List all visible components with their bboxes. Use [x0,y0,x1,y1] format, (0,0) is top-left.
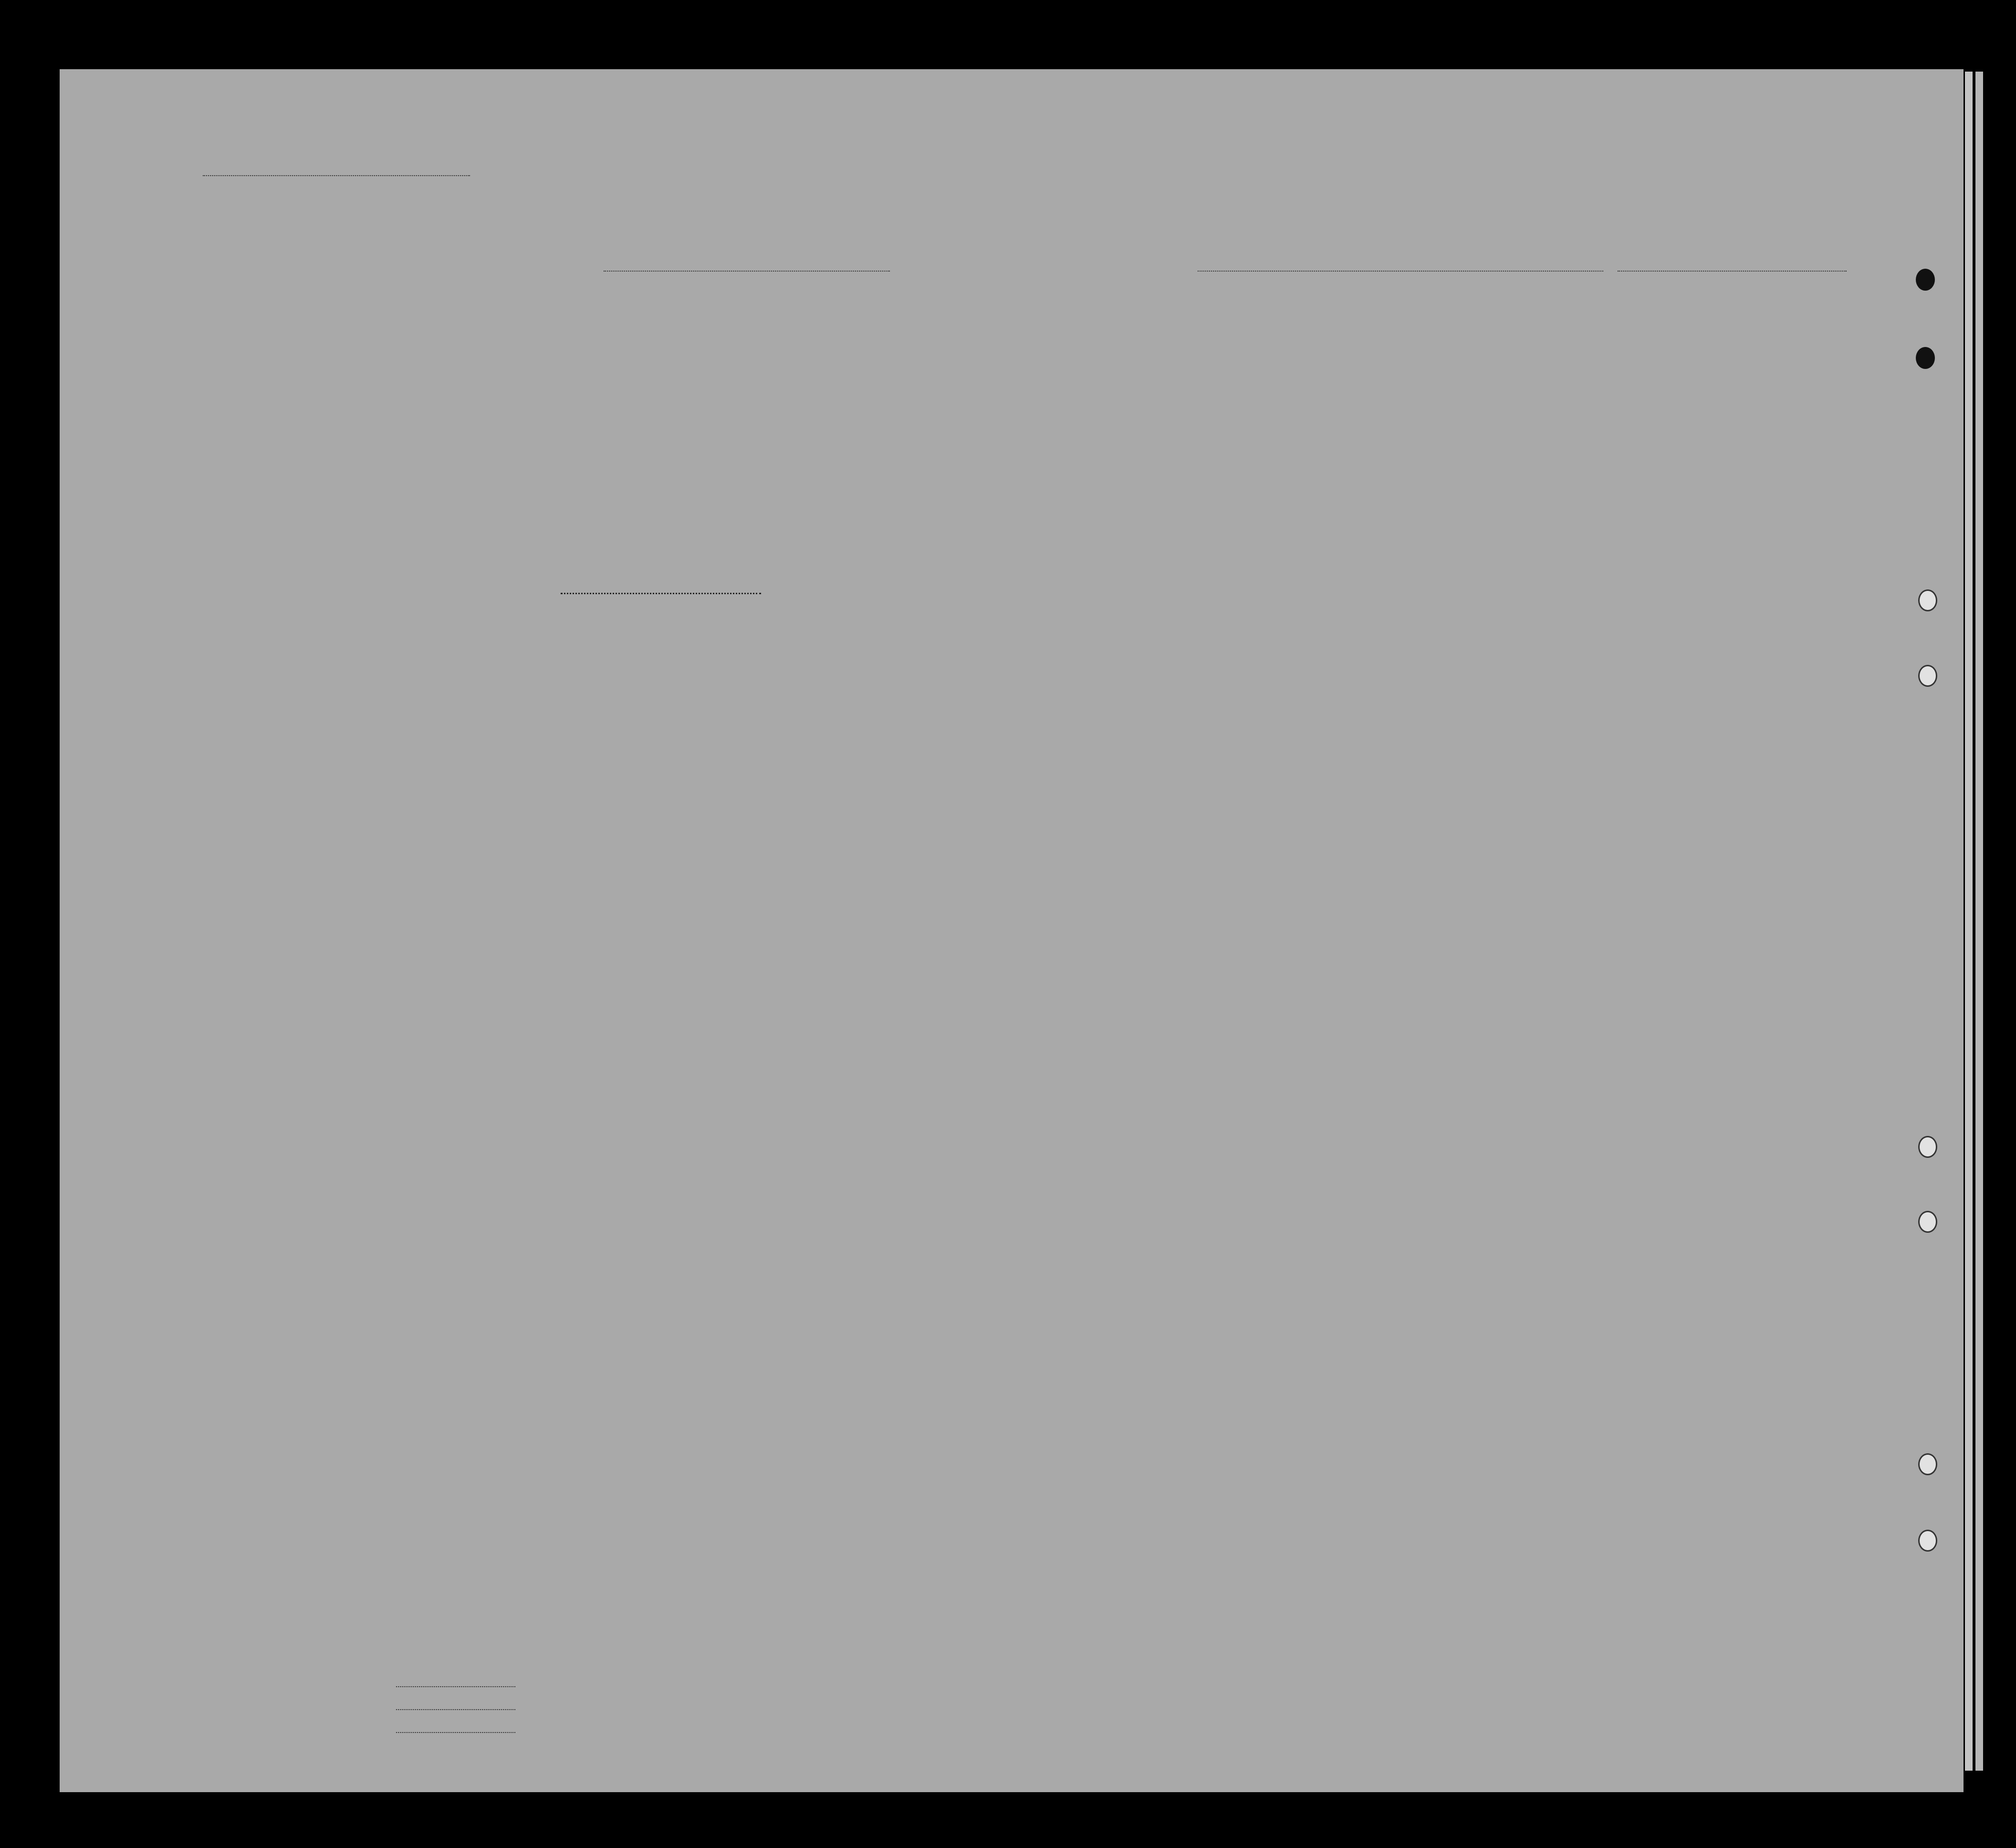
footer-aliens-dots [396,1732,515,1733]
footer-citizens-dots [396,1709,515,1710]
binder-hole-icon [1916,347,1935,369]
binder-hole-icon [1918,1211,1937,1233]
binder-hole-icon [1918,1453,1937,1475]
binder-hole-icon [1916,269,1935,291]
binder-hole-icon [1918,1136,1937,1158]
port-line [1198,271,1603,272]
binder-hole-icon [1918,1530,1937,1552]
binder-hole-icon [1918,589,1937,611]
page-edge-stack [1975,72,1983,1771]
ruled-grid [60,69,1964,1792]
footer-total-dots [396,1686,515,1687]
list-line [203,175,470,176]
page-edge-stack [1965,72,1973,1771]
manifest-sheet [60,69,1964,1792]
binder-hole-icon [1918,665,1937,687]
ship-line [604,271,890,272]
date-line [1618,271,1847,272]
blank-note-dots [561,593,761,594]
